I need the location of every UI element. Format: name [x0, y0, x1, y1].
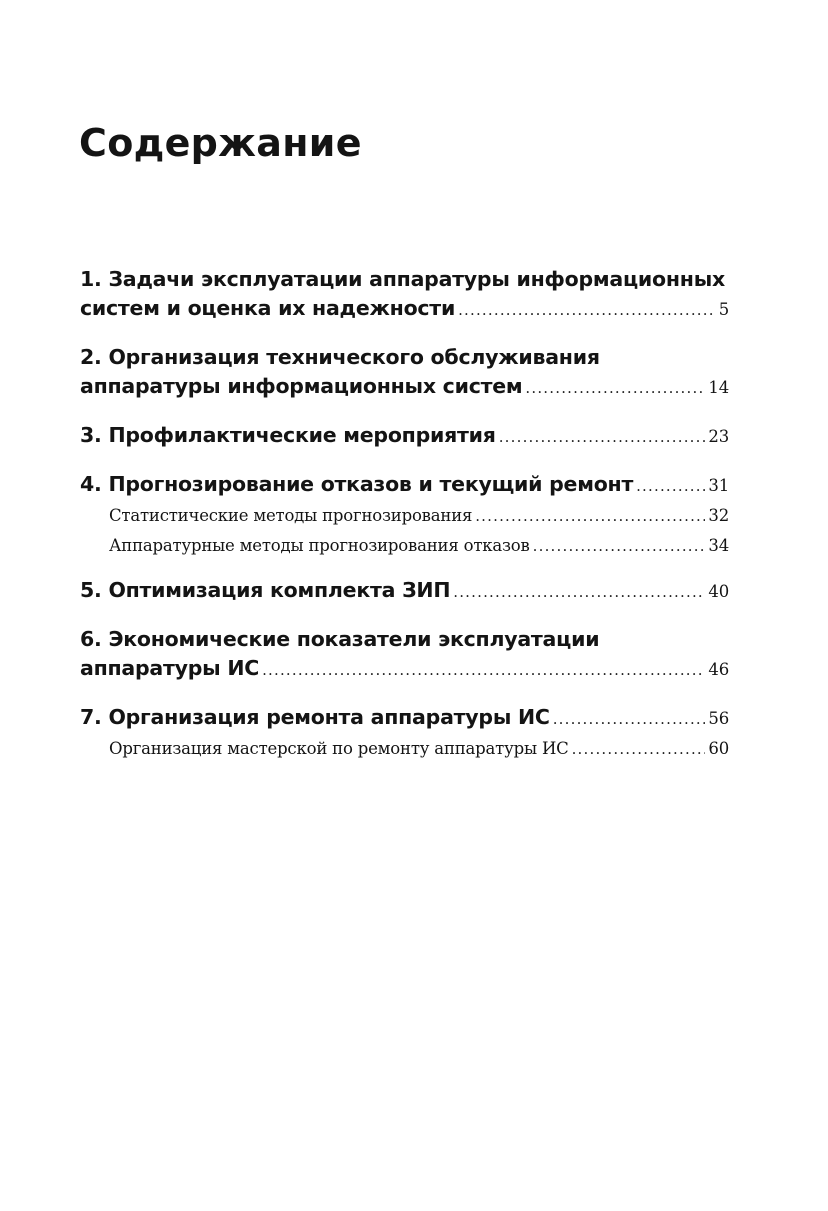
toc-subentry-4-1[interactable] [80, 501, 729, 531]
page-number: 56 [708, 709, 729, 728]
chapter-title-line: аппаратуры информационных систем [80, 374, 523, 398]
page-number: 40 [708, 582, 729, 601]
toc-entry-chapter-5[interactable] [80, 576, 729, 607]
dot-leader [453, 578, 705, 607]
dot-leader [262, 656, 705, 685]
chapter-title-line: 4. Прогнозирование отказов и текущий ремонт [80, 472, 634, 496]
page-number: 14 [708, 378, 729, 397]
chapter-title-line: 5. Оптимизация комплекта ЗИП [80, 578, 451, 602]
chapter-title-line: 6. Экономические показатели эксплуатации [80, 627, 600, 651]
toc-entry-chapter-6[interactable] [80, 625, 729, 685]
dot-leader [475, 502, 705, 531]
page-title: Содержание [79, 121, 362, 165]
dot-leader [525, 374, 705, 403]
table-of-contents [80, 265, 729, 779]
section-title: Организация мастерской по ремонту аппаратуры ИС [109, 739, 569, 758]
chapter-title-line: 1. Задачи эксплуатации аппаратуры информационных [80, 267, 725, 291]
toc-entry-chapter-3[interactable] [80, 421, 729, 452]
dot-leader [553, 705, 706, 734]
page-number: 32 [708, 506, 729, 525]
dot-leader [572, 735, 706, 764]
page-number: 5 [718, 300, 729, 319]
toc-entry-chapter-4[interactable] [80, 470, 729, 501]
dot-leader [499, 423, 706, 452]
page-number: 46 [708, 660, 729, 679]
section-title: Статистические методы прогнозирования [109, 506, 473, 525]
page-number: 60 [708, 739, 729, 758]
toc-entry-chapter-7[interactable] [80, 703, 729, 734]
page-number: 31 [708, 476, 729, 495]
dot-leader [636, 472, 705, 501]
page-number: 23 [708, 427, 729, 446]
dot-leader [458, 296, 716, 325]
dot-leader [533, 532, 706, 561]
chapter-title-line: систем и оценка их надежности [80, 296, 456, 320]
chapter-title-line: аппаратуры ИС [80, 656, 260, 680]
toc-subentry-4-2[interactable] [80, 531, 729, 561]
page-number: 34 [708, 536, 729, 555]
chapter-title-line: 2. Организация технического обслуживания [80, 345, 600, 369]
section-title: Аппаратурные методы прогнозирования отказов [109, 536, 530, 555]
chapter-title-line: 3. Профилактические мероприятия [80, 423, 496, 447]
chapter-title-line: 7. Организация ремонта аппаратуры ИС [80, 705, 550, 729]
toc-entry-chapter-2[interactable] [80, 343, 729, 403]
toc-entry-chapter-1[interactable] [80, 265, 729, 325]
toc-subentry-7-1[interactable] [80, 734, 729, 764]
